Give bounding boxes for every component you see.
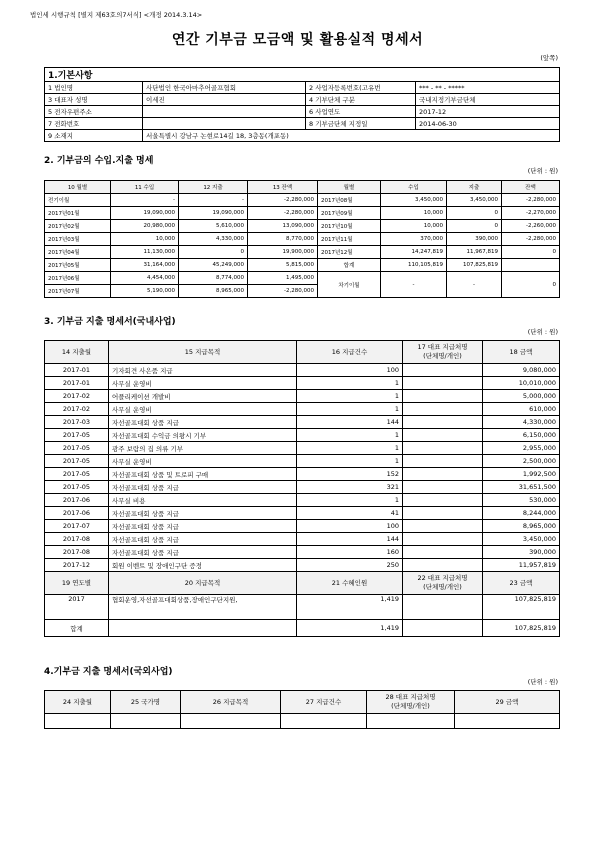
- section3-title: 3. 기부금 지출 명세서(국내사업): [44, 317, 176, 327]
- table-cell: 10,000: [381, 220, 447, 233]
- table-cell: -: [111, 194, 179, 207]
- table-row: [45, 403, 560, 416]
- column-header: 잔액: [502, 181, 560, 194]
- table-row: [45, 246, 560, 259]
- table-cell: 144: [297, 533, 403, 546]
- table-cell: 1: [297, 442, 403, 455]
- column-header: 25 국가명: [111, 691, 181, 714]
- table-row: [45, 481, 560, 494]
- table-row: [45, 194, 560, 207]
- column-header: 11 수입: [111, 181, 179, 194]
- table-cell: 2017년10월: [318, 220, 381, 233]
- table-cell: 2017-07: [45, 520, 109, 533]
- table-cell: -2,280,000: [502, 194, 560, 207]
- field-value: 2017-12: [416, 106, 560, 118]
- header-row: [45, 691, 560, 714]
- section4-unit: (단위 : 원): [527, 678, 558, 686]
- table-cell: -2,280,000: [248, 194, 318, 207]
- field-value: 이세진: [143, 94, 306, 106]
- header-row: [45, 341, 560, 364]
- table-cell: [403, 559, 483, 572]
- table-cell: [281, 714, 367, 729]
- field-value: 국내지정기부금단체: [416, 94, 560, 106]
- page-note: (앞쪽): [540, 54, 558, 62]
- table-row: [45, 559, 560, 572]
- table-cell: 370,000: [381, 233, 447, 246]
- table-cell: 자선골프대회 상품 지급: [109, 507, 297, 520]
- table-cell: [403, 520, 483, 533]
- column-header: 27 지급건수: [281, 691, 367, 714]
- table-cell: 1,992,500: [483, 468, 560, 481]
- field-value: [143, 118, 306, 130]
- table-cell: 9,080,000: [483, 364, 560, 377]
- table-cell: 1: [297, 429, 403, 442]
- table-cell: 45,249,000: [179, 259, 248, 272]
- table-cell: [455, 714, 560, 729]
- table-cell: 107,825,819: [447, 259, 502, 272]
- table-cell: 2017-05: [45, 442, 109, 455]
- field-value: *** - ** - *****: [416, 82, 560, 94]
- table-cell: 0: [179, 246, 248, 259]
- table-cell: 1,419: [297, 620, 403, 637]
- table-cell: 2017년01월: [45, 207, 111, 220]
- table-cell: [403, 481, 483, 494]
- table-row: [45, 233, 560, 246]
- table-cell: 11,130,000: [111, 246, 179, 259]
- overseas-expense-table: [44, 690, 560, 729]
- table-cell: 2017년06월: [45, 272, 111, 285]
- empty-row: [45, 714, 560, 729]
- table-cell: 8,770,000: [248, 233, 318, 246]
- table-cell: 2017-01: [45, 364, 109, 377]
- field-label: 2 사업자등록번호(고유번: [306, 82, 416, 94]
- column-header: 28 대표 지급처명 (단체명/개인): [367, 691, 455, 714]
- table-cell: 390,000: [483, 546, 560, 559]
- table-cell: 390,000: [447, 233, 502, 246]
- table-cell: 3,450,000: [483, 533, 560, 546]
- table-cell: 19,090,000: [111, 207, 179, 220]
- table-cell: [403, 390, 483, 403]
- table-cell: [367, 714, 455, 729]
- table-row: [45, 468, 560, 481]
- table-cell: [403, 494, 483, 507]
- table-row: [45, 442, 560, 455]
- table-cell: 107,825,819: [483, 595, 560, 620]
- table-cell: -2,280,000: [502, 233, 560, 246]
- table-cell: 152: [297, 468, 403, 481]
- table-row: [45, 377, 560, 390]
- total-row: [45, 620, 560, 637]
- table-cell: 100: [297, 364, 403, 377]
- table-row: [45, 390, 560, 403]
- table-cell: [111, 714, 181, 729]
- field-label: 6 사업연도: [306, 106, 416, 118]
- column-header: 18 금액: [483, 341, 560, 364]
- table-cell: 1: [297, 494, 403, 507]
- table-cell: 8,965,000: [179, 285, 248, 298]
- table-cell: 3,450,000: [447, 194, 502, 207]
- table-cell: 4,330,000: [179, 233, 248, 246]
- table-cell: [403, 620, 483, 637]
- column-header: 26 지급목적: [181, 691, 281, 714]
- table-cell: 1: [297, 377, 403, 390]
- table-cell: 5,190,000: [111, 285, 179, 298]
- table-cell: 사무실 운영비: [109, 403, 297, 416]
- table-cell: 2017년05월: [45, 259, 111, 272]
- table-cell: 11,967,819: [447, 246, 502, 259]
- table-cell: 321: [297, 481, 403, 494]
- column-header: 21 수혜인원: [297, 572, 403, 595]
- field-label: 9 소재지: [45, 130, 143, 142]
- table-cell: -: [447, 272, 502, 298]
- table-cell: 20,980,000: [111, 220, 179, 233]
- table-cell: 사무실 비용: [109, 494, 297, 507]
- table-cell: 자선골프대회 상품 지급: [109, 546, 297, 559]
- table-cell: [403, 546, 483, 559]
- table-cell: [109, 620, 297, 637]
- table-cell: 2017-01: [45, 377, 109, 390]
- table-cell: [181, 714, 281, 729]
- table-cell: 차기이월: [318, 272, 381, 298]
- table-cell: 1: [297, 390, 403, 403]
- column-header: 23 금액: [483, 572, 560, 595]
- header-row: [45, 572, 560, 595]
- table-cell: [403, 507, 483, 520]
- table-cell: 2017-08: [45, 546, 109, 559]
- table-row: [45, 207, 560, 220]
- table-cell: 2017년02월: [45, 220, 111, 233]
- page-title: 연간 기부금 모금액 및 활용실적 명세서: [171, 32, 424, 48]
- table-cell: [403, 468, 483, 481]
- table-cell: 2017년04월: [45, 246, 111, 259]
- table-cell: 19,090,000: [179, 207, 248, 220]
- field-label: 4 기부단체 구분: [306, 94, 416, 106]
- column-header: 22 대표 지급처명 (단체명/개인): [403, 572, 483, 595]
- income-expense-table: [44, 180, 560, 298]
- table-cell: 2017-02: [45, 390, 109, 403]
- table-cell: 사무실 운영비: [109, 377, 297, 390]
- field-value: 2014-06-30: [416, 118, 560, 130]
- table-cell: [403, 416, 483, 429]
- table-row: [45, 416, 560, 429]
- table-cell: 13,090,000: [248, 220, 318, 233]
- section1-title: 1.기본사항: [45, 68, 560, 82]
- table-cell: 107,825,819: [483, 620, 560, 637]
- table-cell: 10,000: [381, 207, 447, 220]
- header-row: [45, 181, 560, 194]
- table-cell: 144: [297, 416, 403, 429]
- table-cell: 160: [297, 546, 403, 559]
- table-cell: 2017-05: [45, 455, 109, 468]
- table-cell: [403, 364, 483, 377]
- table-cell: 2017: [45, 595, 109, 620]
- table-row: [45, 272, 560, 285]
- table-cell: 2017-12: [45, 559, 109, 572]
- basic-info-table: [44, 67, 560, 142]
- table-cell: 31,164,000: [111, 259, 179, 272]
- section2-unit: (단위 : 원): [527, 167, 558, 175]
- table-row: [45, 429, 560, 442]
- table-cell: 2017-08: [45, 533, 109, 546]
- table-row: [45, 494, 560, 507]
- table-row: [45, 364, 560, 377]
- table-cell: 11,957,819: [483, 559, 560, 572]
- column-header: 수입: [381, 181, 447, 194]
- table-cell: 기자회견 사은품 지급: [109, 364, 297, 377]
- form-reference: 법인세 시행규칙 [별지 제63호의7서식] <개정 2014.3.14>: [30, 11, 203, 19]
- section2-title: 2. 기부금의 수입.지출 명세: [44, 156, 154, 166]
- table-cell: 협회운영,자선골프대회상품,장애인구단지원,: [109, 595, 297, 620]
- table-cell: 4,454,000: [111, 272, 179, 285]
- info-row: [45, 130, 560, 142]
- info-row: [45, 82, 560, 94]
- table-cell: 자선골프대회 수익금 의왕시 기부: [109, 429, 297, 442]
- table-row: [45, 455, 560, 468]
- column-header: 15 지급목적: [109, 341, 297, 364]
- table-cell: -: [179, 194, 248, 207]
- table-cell: 0: [447, 220, 502, 233]
- table-cell: 사무실 운영비: [109, 455, 297, 468]
- table-cell: [403, 595, 483, 620]
- field-label: 5 전자우편주소: [45, 106, 143, 118]
- column-header: 29 금액: [455, 691, 560, 714]
- table-cell: 100: [297, 520, 403, 533]
- column-header: 19 연도별: [45, 572, 109, 595]
- table-row: [45, 533, 560, 546]
- field-label: 8 기부금단체 지정일: [306, 118, 416, 130]
- table-cell: 광주 보람의 집 의류 기부: [109, 442, 297, 455]
- table-cell: -2,280,000: [248, 285, 318, 298]
- domestic-expense-table: [44, 340, 560, 637]
- column-header: 17 대표 지급처명 (단체명/개인): [403, 341, 483, 364]
- table-cell: 2017년09월: [318, 207, 381, 220]
- section4-title: 4.기부금 지출 명세서(국외사업): [44, 667, 173, 677]
- table-row: [45, 220, 560, 233]
- table-cell: 2017-05: [45, 481, 109, 494]
- table-row: [45, 259, 560, 272]
- table-cell: 2017-03: [45, 416, 109, 429]
- table-cell: 2017-02: [45, 403, 109, 416]
- table-cell: 250: [297, 559, 403, 572]
- table-cell: 자선골프대회 상품 및 트로피 구매: [109, 468, 297, 481]
- column-header: 13 잔액: [248, 181, 318, 194]
- table-cell: -2,280,000: [248, 207, 318, 220]
- table-cell: 2,955,000: [483, 442, 560, 455]
- table-cell: 5,815,000: [248, 259, 318, 272]
- table-cell: 2017년03월: [45, 233, 111, 246]
- table-cell: 110,105,819: [381, 259, 447, 272]
- table-cell: 610,000: [483, 403, 560, 416]
- table-cell: 10,000: [111, 233, 179, 246]
- table-cell: 2017-05: [45, 468, 109, 481]
- table-cell: 8,965,000: [483, 520, 560, 533]
- table-cell: 8,244,000: [483, 507, 560, 520]
- field-label: 7 전화번호: [45, 118, 143, 130]
- table-cell: 자선골프대회 상품 지급: [109, 481, 297, 494]
- table-cell: [403, 403, 483, 416]
- table-cell: 6,150,000: [483, 429, 560, 442]
- table-cell: 2017-05: [45, 429, 109, 442]
- table-cell: 0: [447, 207, 502, 220]
- field-label: 3 대표자 성명: [45, 94, 143, 106]
- field-value: 서울특별시 강남구 논현로14길 18, 3층동(개포동): [143, 130, 560, 142]
- column-header: 24 지출월: [45, 691, 111, 714]
- table-cell: 10,010,000: [483, 377, 560, 390]
- table-cell: 1: [297, 403, 403, 416]
- year-row: [45, 595, 560, 620]
- table-cell: -2,260,000: [502, 220, 560, 233]
- table-row: [45, 546, 560, 559]
- info-row: [45, 94, 560, 106]
- table-cell: 전기이월: [45, 194, 111, 207]
- table-cell: 자선골프대회 상품 지급: [109, 533, 297, 546]
- table-row: [45, 520, 560, 533]
- table-cell: 1,495,000: [248, 272, 318, 285]
- table-cell: 4,330,000: [483, 416, 560, 429]
- field-value: 사단법인 한국아마추어골프협회: [143, 82, 306, 94]
- table-cell: 회원 이벤트 및 장애인구단 증정: [109, 559, 297, 572]
- column-header: 14 지출월: [45, 341, 109, 364]
- section3-unit: (단위 : 원): [527, 328, 558, 336]
- table-cell: -2,270,000: [502, 207, 560, 220]
- table-cell: 합계: [45, 620, 109, 637]
- table-cell: 2,500,000: [483, 455, 560, 468]
- column-header: 12 지출: [179, 181, 248, 194]
- table-row: [45, 507, 560, 520]
- table-cell: [45, 714, 111, 729]
- table-cell: 3,450,000: [381, 194, 447, 207]
- table-cell: 0: [502, 272, 560, 298]
- field-value: [143, 106, 306, 118]
- table-cell: -: [381, 272, 447, 298]
- table-cell: 0: [502, 246, 560, 259]
- table-cell: 31,651,500: [483, 481, 560, 494]
- table-cell: 8,774,000: [179, 272, 248, 285]
- table-cell: 2017년12월: [318, 246, 381, 259]
- table-cell: 5,610,000: [179, 220, 248, 233]
- column-header: 지출: [447, 181, 502, 194]
- table-cell: 2017년07월: [45, 285, 111, 298]
- column-header: 월별: [318, 181, 381, 194]
- table-cell: 5,000,000: [483, 390, 560, 403]
- info-row: [45, 106, 560, 118]
- column-header: 20 지급목적: [109, 572, 297, 595]
- table-cell: 19,900,000: [248, 246, 318, 259]
- table-cell: [403, 429, 483, 442]
- table-cell: 14,247,819: [381, 246, 447, 259]
- table-cell: 530,000: [483, 494, 560, 507]
- table-cell: 41: [297, 507, 403, 520]
- table-cell: 2017년11월: [318, 233, 381, 246]
- table-cell: [403, 377, 483, 390]
- field-label: 1 법인명: [45, 82, 143, 94]
- table-cell: 1: [297, 455, 403, 468]
- table-cell: 2017년08월: [318, 194, 381, 207]
- table-cell: [403, 455, 483, 468]
- table-cell: 어플리케이션 개발비: [109, 390, 297, 403]
- column-header: 10 월별: [45, 181, 111, 194]
- table-cell: 자선골프대회 상품 지급: [109, 520, 297, 533]
- table-cell: [403, 533, 483, 546]
- table-cell: [502, 259, 560, 272]
- info-row: [45, 118, 560, 130]
- table-cell: 2017-06: [45, 507, 109, 520]
- table-cell: [403, 442, 483, 455]
- table-cell: 2017-06: [45, 494, 109, 507]
- table-cell: 자선골프대회 상품 지급: [109, 416, 297, 429]
- table-cell: 1,419: [297, 595, 403, 620]
- table-cell: 합계: [318, 259, 381, 272]
- column-header: 16 지급건수: [297, 341, 403, 364]
